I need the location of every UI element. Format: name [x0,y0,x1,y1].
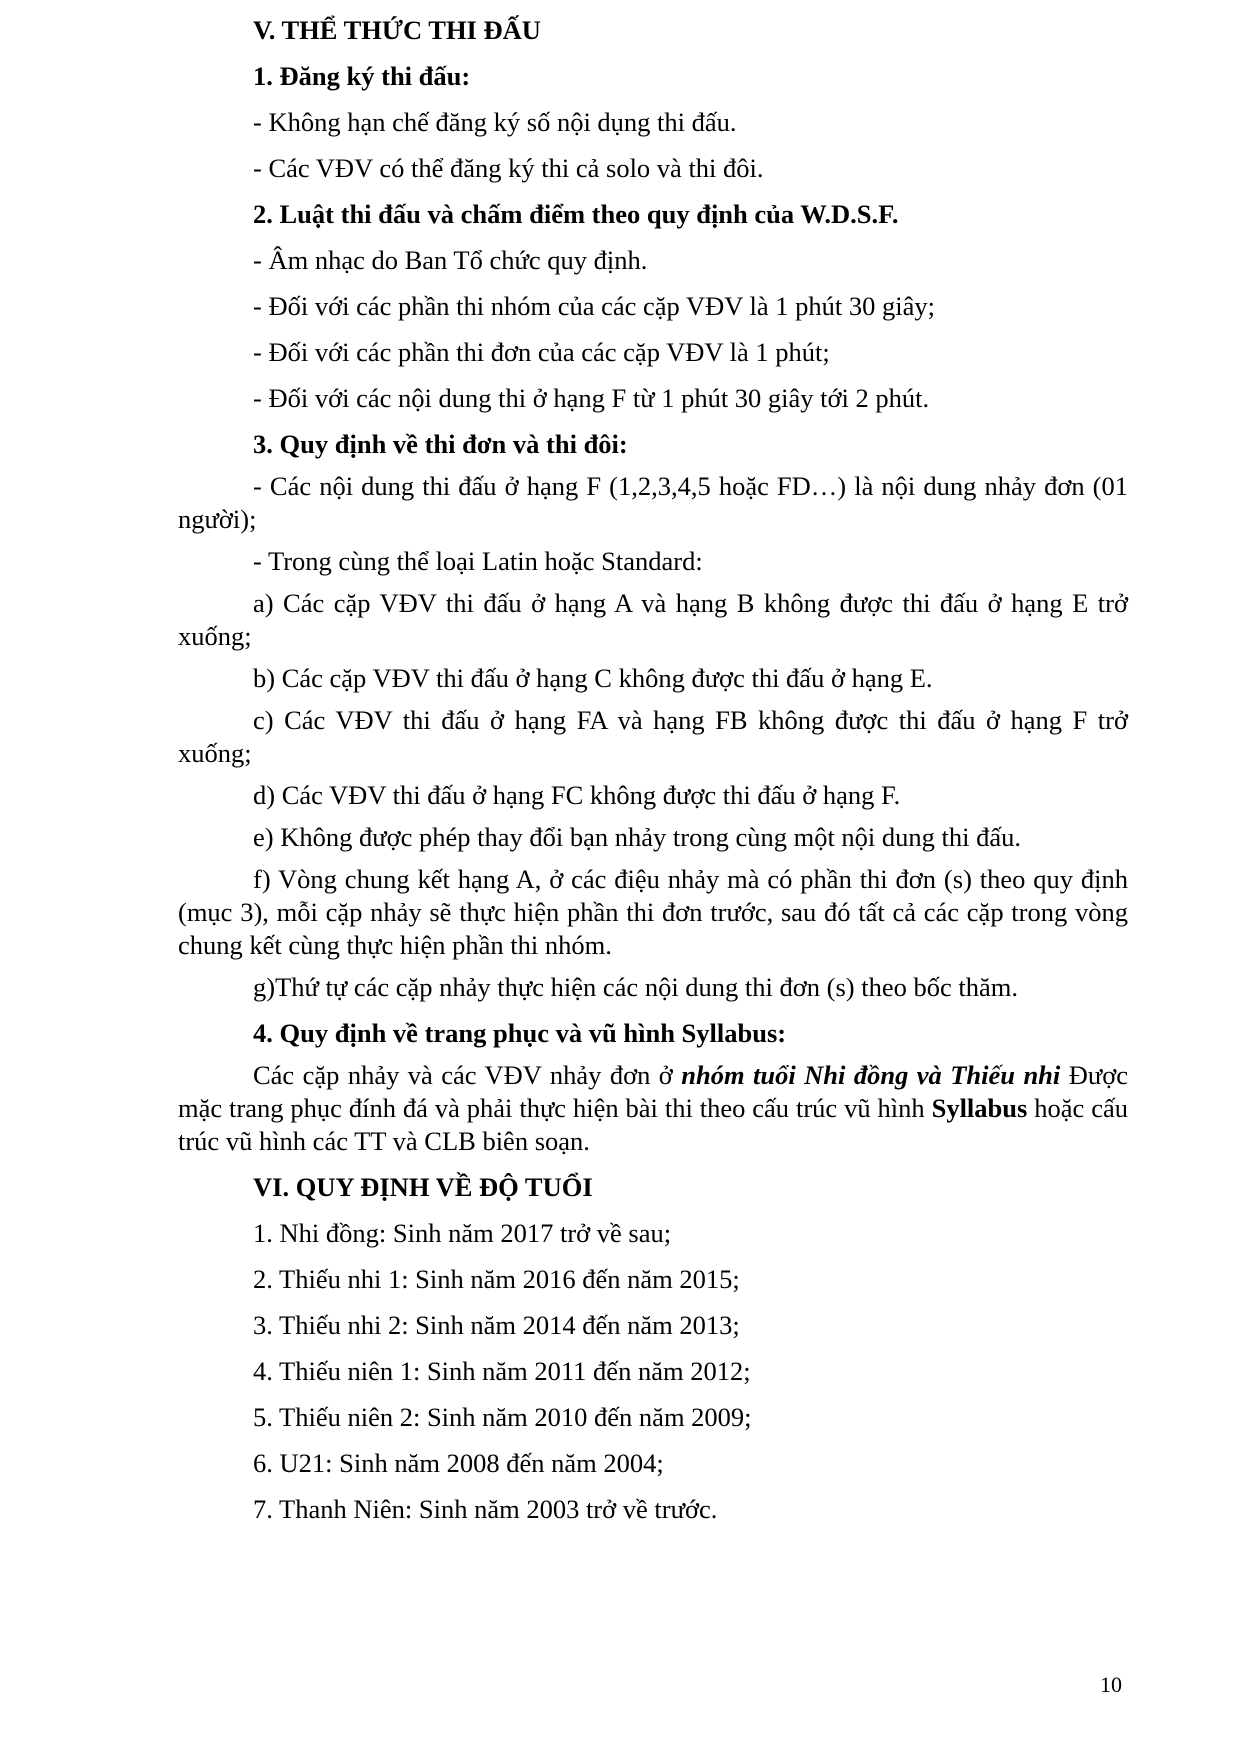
subsection-1-title: 1. Đăng ký thi đấu: [253,61,471,91]
subsection-2-title: 2. Luật thi đấu và chấm điểm theo quy định của W.D.S.F. [253,199,899,229]
paragraph: - Đối với các phần thi đơn của các cặp VĐV là 1 phút; [253,337,830,367]
rule-e: e) Không được phép thay đổi bạn nhảy trong cùng một nội dung thi đấu. [253,822,1022,852]
document-page [178,14,1128,1526]
rule-f: f) Vòng chung kết hạng A, ở các điệu nhảy mà có phần thi đơn (s) theo quy định (mục 3), mỗi cặp nhảy sẽ thực hiện phần thi đơn trước, sau đó tất cả các cặp trong vòng chung kết cùng thực hiện phần thi nhóm. [178,864,1128,960]
subsection-3-title: 3. Quy định về thi đơn và thi đôi: [253,429,628,459]
age-item: 1. Nhi đồng: Sinh năm 2017 trở về sau; [253,1218,672,1248]
paragraph: - Âm nhạc do Ban Tổ chức quy định. [253,245,648,275]
paragraph: - Không hạn chế đăng ký số nội dụng thi đấu. [253,107,737,137]
paragraph: - Các VĐV có thể đăng ký thi cả solo và thi đôi. [253,153,764,183]
age-item: 6. U21: Sinh năm 2008 đến năm 2004; [253,1448,664,1478]
costume-text-2: Được mặc trang phục đính đá và phải thực hiện bài thi theo cấu trúc vũ hình [178,1060,1129,1123]
rule-d: d) Các VĐV thi đấu ở hạng FC không được thi đấu ở hạng F. [253,780,901,810]
subsection-4-title: 4. Quy định về trang phục và vũ hình Syllabus: [253,1018,787,1048]
costume-text-1: Các cặp nhảy và các VĐV nhảy đơn ở [253,1060,682,1090]
section-5-heading: V. THỂ THỨC THI ĐẤU [253,15,541,45]
age-item: 5. Thiếu niên 2: Sinh năm 2010 đến năm 2009; [253,1402,752,1432]
costume-paragraph [178,1059,1128,1158]
age-item: 4. Thiếu niên 1: Sinh năm 2011 đến năm 2012; [253,1356,751,1386]
paragraph: - Trong cùng thể loại Latin hoặc Standard: [253,546,703,576]
age-group-emphasis: nhóm tuổi Nhi đồng và Thiếu nhi [681,1060,1061,1090]
page-number: 10 [1100,1672,1122,1697]
rule-b: b) Các cặp VĐV thi đấu ở hạng C không được thi đấu ở hạng E. [253,663,933,693]
age-item: 2. Thiếu nhi 1: Sinh năm 2016 đến năm 2015; [253,1264,740,1294]
section-6-heading: VI. QUY ĐỊNH VỀ ĐỘ TUỔI [253,1172,593,1202]
rule-a: a) Các cặp VĐV thi đấu ở hạng A và hạng B không được thi đấu ở hạng E trở xuống; [178,588,1128,651]
age-item: 7. Thanh Niên: Sinh năm 2003 trở về trước. [253,1494,718,1524]
rule-g: g)Thứ tự các cặp nhảy thực hiện các nội dung thi đơn (s) theo bốc thăm. [253,972,1019,1002]
age-item: 3. Thiếu nhi 2: Sinh năm 2014 đến năm 2013; [253,1310,740,1340]
costume-text-3: hoặc cấu trúc vũ hình các TT và CLB biên soạn. [178,1093,1128,1156]
syllabus-emphasis: Syllabus [931,1093,1028,1123]
rule-c: c) Các VĐV thi đấu ở hạng FA và hạng FB không được thi đấu ở hạng F trở xuống; [178,705,1128,768]
paragraph: - Đối với các phần thi nhóm của các cặp VĐV là 1 phút 30 giây; [253,291,935,321]
paragraph: - Các nội dung thi đấu ở hạng F (1,2,3,4,5 hoặc FD…) là nội dung nhảy đơn (01 người); [178,471,1128,534]
paragraph: - Đối với các nội dung thi ở hạng F từ 1 phút 30 giây tới 2 phút. [253,383,930,413]
